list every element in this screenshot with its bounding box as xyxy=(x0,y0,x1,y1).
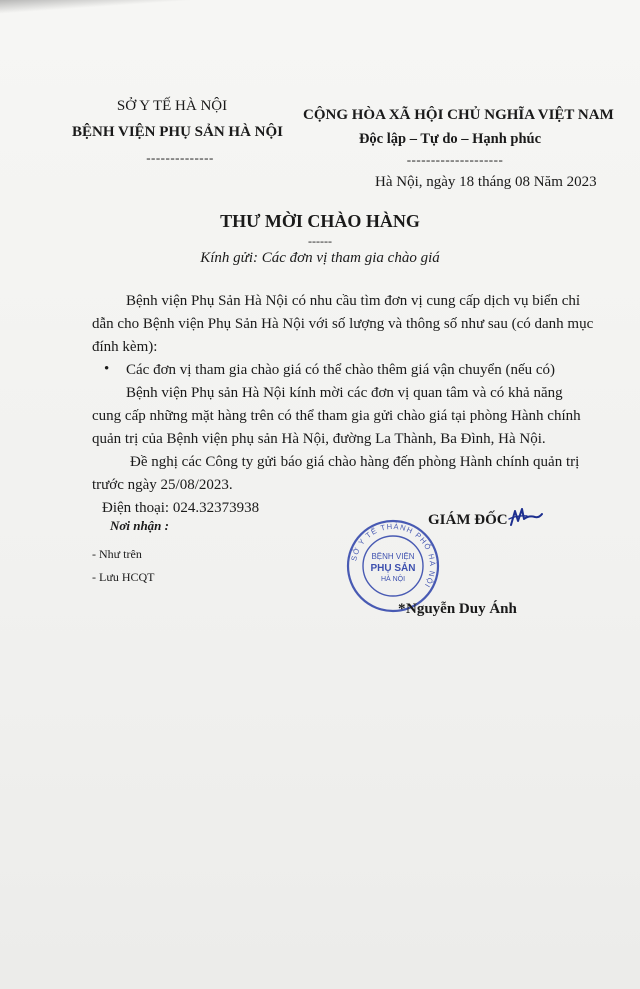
bullet-mark: • xyxy=(104,361,110,377)
signer-role: GIÁM ĐỐC xyxy=(428,512,508,528)
para2-line2: cung cấp những mặt hàng trên có thể tham gia gửi chào giá tại phòng Hành chính xyxy=(92,408,581,424)
signer-name: Nguyễn Duy Ánh xyxy=(406,601,517,617)
left-divider: -------------- xyxy=(146,150,214,165)
scan-shadow xyxy=(0,0,640,70)
para3-line1: Đề nghị các Công ty gửi báo giá chào hàng đến phòng Hành chính quản trị xyxy=(130,454,580,470)
salutation: Kính gửi: Các đơn vị tham gia chào giá xyxy=(200,250,440,266)
handwritten-signature-icon xyxy=(505,505,545,533)
para1-line2: dẫn cho Bệnh viện Phụ Sản Hà Nội với số lượng và thông số như sau (có danh mục xyxy=(92,316,594,332)
para3-line2: trước ngày 25/08/2023. xyxy=(92,477,233,493)
recipient-item: - Lưu HCQT xyxy=(92,570,155,584)
title-divider: ------ xyxy=(308,234,332,248)
para2-line1: Bệnh viện Phụ sản Hà Nội kính mời các đơn vị quan tâm và có khả năng xyxy=(126,385,563,401)
stamp-ring-text: SỞ Y TẾ THÀNH PHỐ HÀ NỘI xyxy=(349,521,438,590)
stamp-line1: BỆNH VIỆN xyxy=(371,552,415,561)
date-line: Hà Nội, ngày 18 tháng 08 Năm 2023 xyxy=(375,174,597,190)
para1-line3: đính kèm): xyxy=(92,339,158,355)
bullet-item: Các đơn vị tham gia chào giá có thể chào thêm giá vận chuyển (nếu có) xyxy=(126,362,556,378)
right-divider: -------------------- xyxy=(406,152,504,167)
left-org-department: SỞ Y TẾ HÀ NỘI xyxy=(116,98,228,114)
para2-line3: quản trị của Bệnh viện phụ sản Hà Nội, đường La Thành, Ba Đình, Hà Nội. xyxy=(92,431,546,447)
para1-line1: Bệnh viện Phụ Sản Hà Nội có nhu cầu tìm đơn vị cung cấp dịch vụ biển chỉ xyxy=(126,293,581,309)
letter-title: THƯ MỜI CHÀO HÀNG xyxy=(220,211,420,231)
left-org-hospital: BỆNH VIỆN PHỤ SẢN HÀ NỘI xyxy=(72,124,284,140)
national-motto: Độc lập – Tự do – Hạnh phúc xyxy=(358,131,542,147)
stamp-line2: PHỤ SẢN xyxy=(370,563,416,574)
signer-name-mark: * xyxy=(398,601,406,617)
recipients-label: Nơi nhận : xyxy=(110,518,169,533)
national-title: CỘNG HÒA XÃ HỘI CHỦ NGHĨA VIỆT NAM xyxy=(303,107,614,123)
phone-line: Điện thoại: 024.32373938 xyxy=(102,500,260,516)
stamp-line3: HÀ NỘI xyxy=(380,576,406,583)
recipient-item: - Như trên xyxy=(92,547,142,561)
official-stamp-icon xyxy=(345,518,441,614)
